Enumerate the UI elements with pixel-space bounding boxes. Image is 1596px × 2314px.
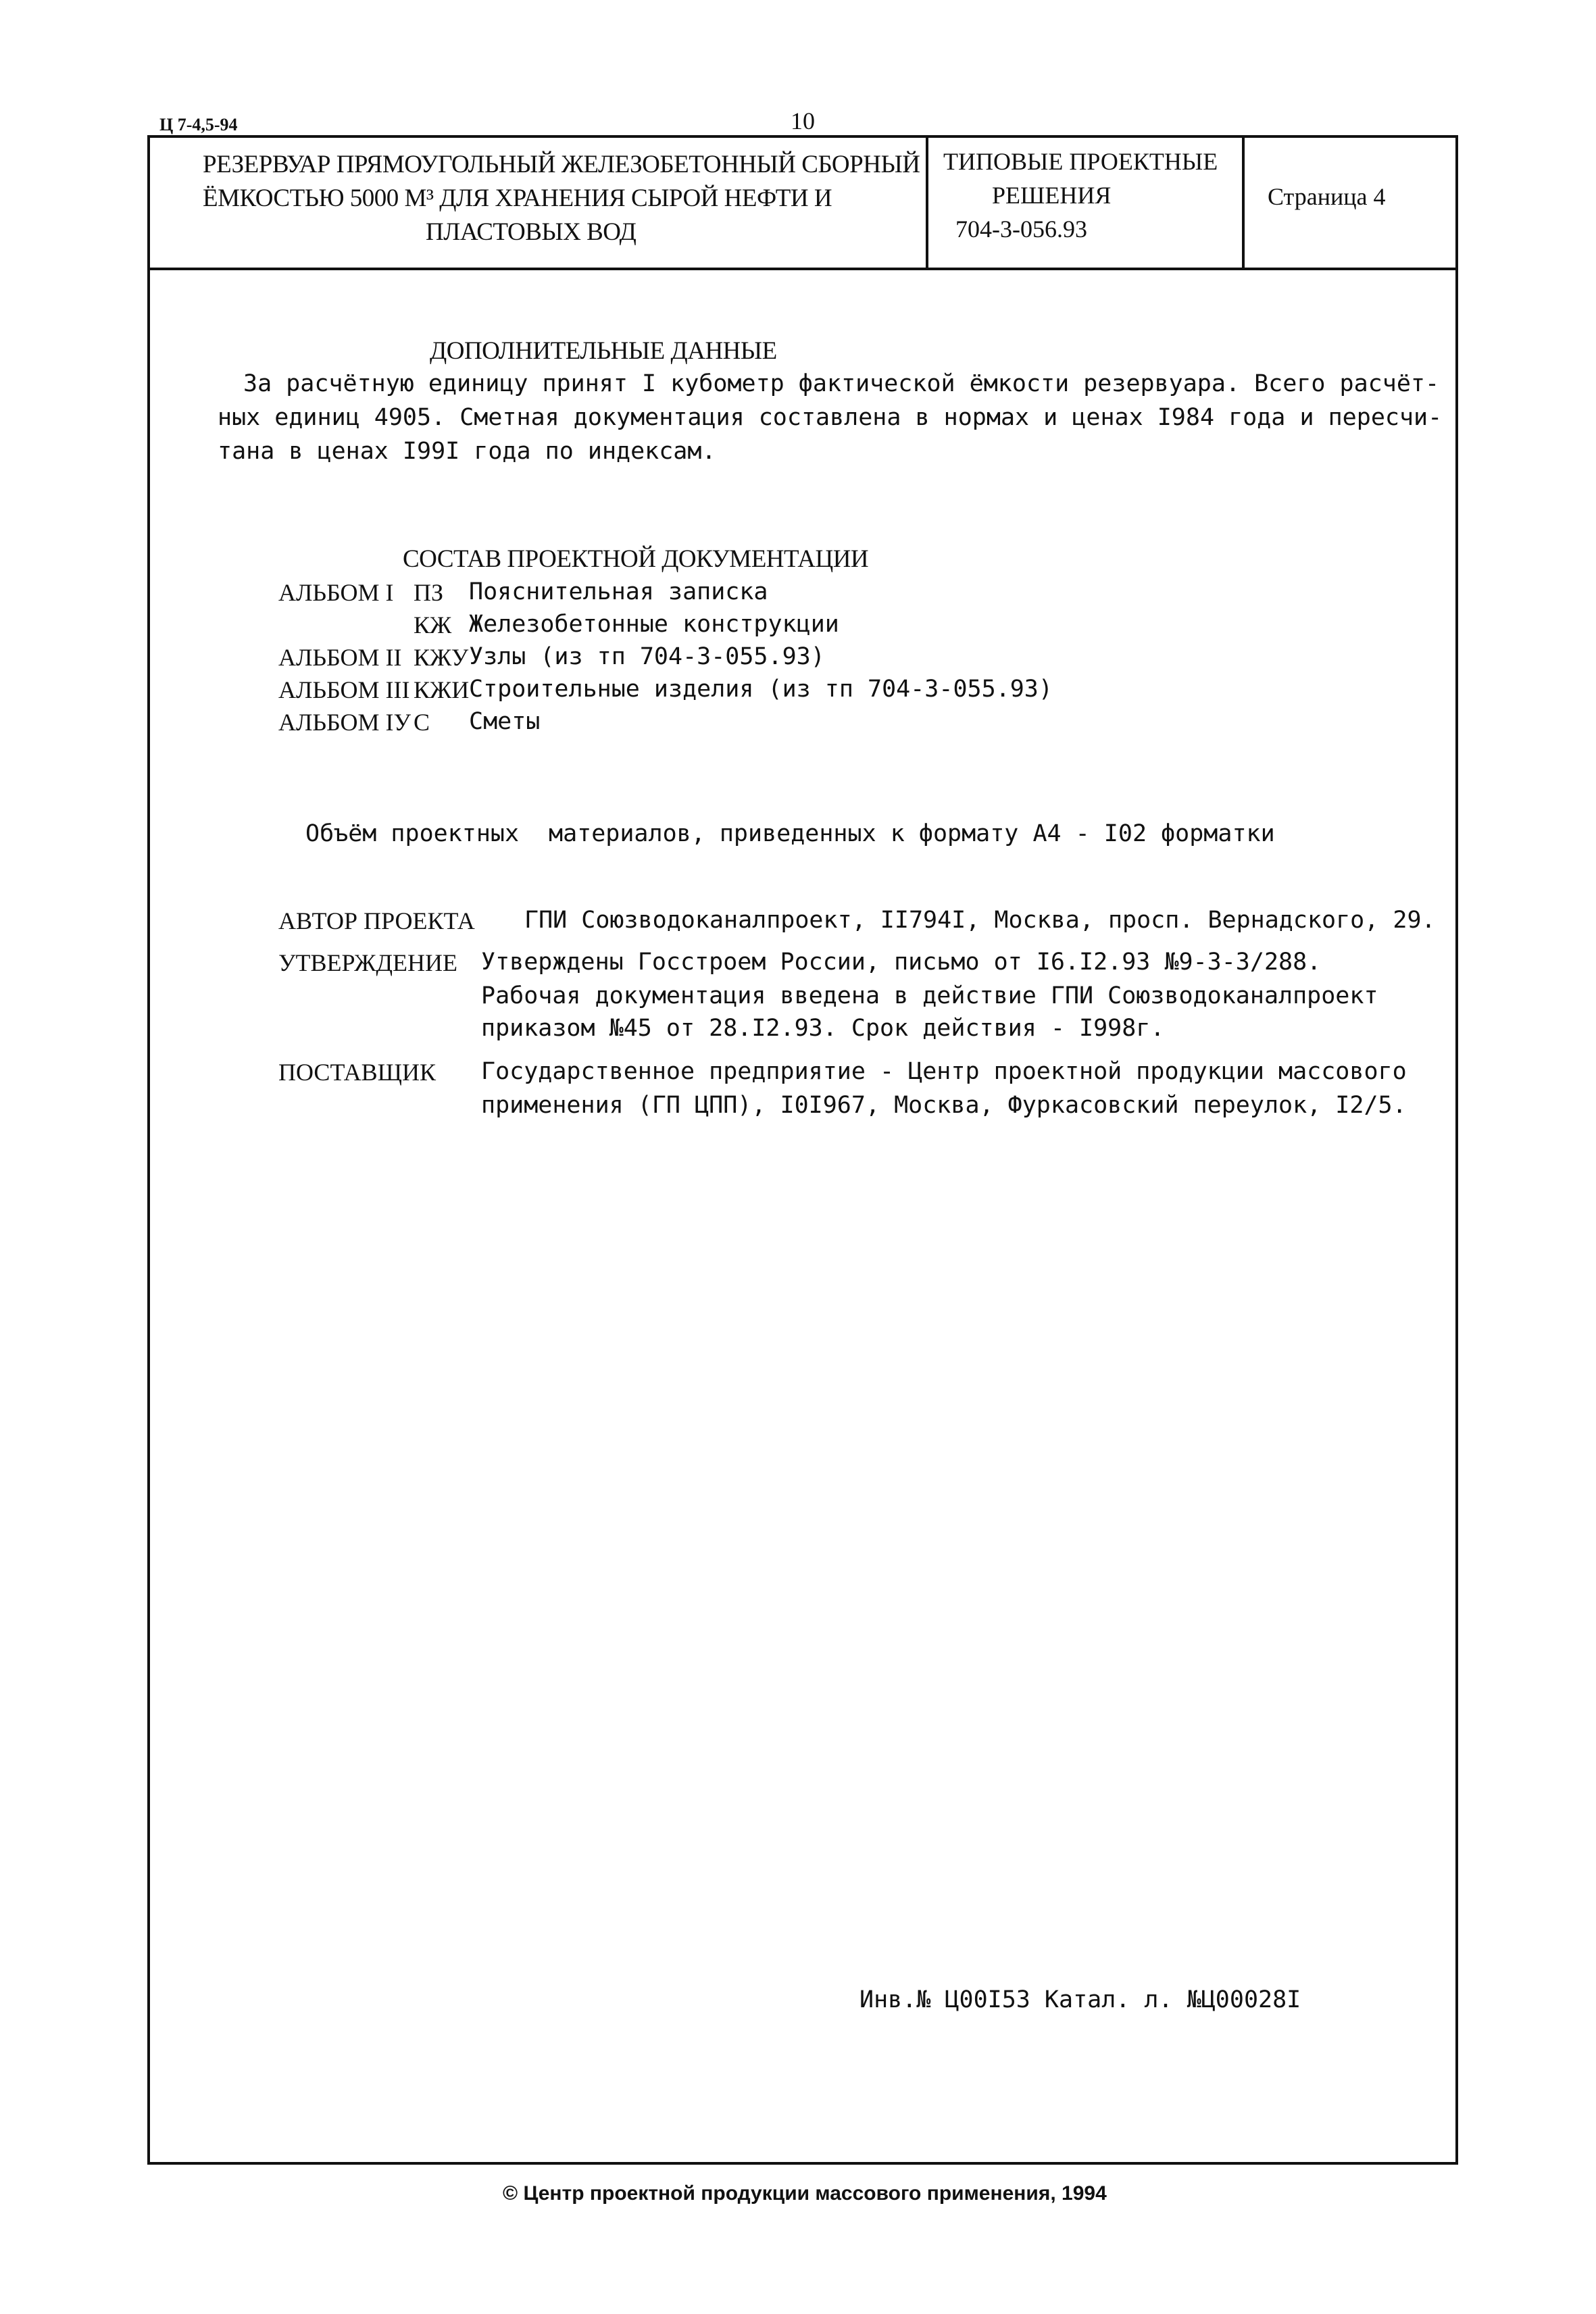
copyright-footer: © Центр проектной продукции массового применения, 1994 <box>503 2182 1107 2205</box>
series-line: ТИПОВЫЕ ПРОЕКТНЫЕ <box>943 148 1218 175</box>
series-number: 704-3-056.93 <box>955 216 1087 243</box>
supplier-label: ПОСТАВЩИК <box>278 1059 436 1086</box>
album-title: Пояснительная записка <box>469 578 768 605</box>
approval-label: УТВЕРЖДЕНИЕ <box>278 949 458 976</box>
approval-line: Рабочая документация введена в действие ГПИ Союзводоканалпроект <box>481 982 1378 1009</box>
album-label: АЛЬБОМ II <box>278 644 402 671</box>
title-line: РЕЗЕРВУАР ПРЯМОУГОЛЬНЫЙ ЖЕЛЕЗОБЕТОННЫЙ СБОРНЫЙ <box>203 151 920 178</box>
author-text: ГПИ Союзводоканалпроект, II794I, Москва, просп. Вернадского, 29. <box>524 907 1436 934</box>
volume-text: материалов, приведенных к формату А4 - I02 форматки <box>549 820 1275 847</box>
section-heading: ДОПОЛНИТЕЛЬНЫЕ ДАННЫЕ <box>430 337 777 365</box>
album-code: КЖУ <box>414 644 469 671</box>
approval-line: Утверждены Госстроем России, письмо от I6.I2.93 №9-3-3/288. <box>481 949 1322 976</box>
supplier-line: Государственное предприятие - Центр проектной продукции массового <box>481 1058 1407 1085</box>
approval-line: приказом №45 от 28.I2.93. Срок действия - I998г. <box>481 1015 1165 1042</box>
series-line: РЕШЕНИЯ <box>992 182 1112 209</box>
album-title: Железобетонные конструкции <box>469 611 839 638</box>
supplier-line: применения (ГП ЦПП), I0I967, Москва, Фуркасовский переулок, I2/5. <box>481 1092 1407 1119</box>
paragraph-line: ных единиц 4905. Сметная документация составлена в нормах и ценах I984 года и пересчи- <box>218 404 1443 431</box>
paragraph-line: тана в ценах I99I года по индексам. <box>218 438 716 465</box>
section-heading: СОСТАВ ПРОЕКТНОЙ ДОКУМЕНТАЦИИ <box>403 545 869 573</box>
header-divider <box>147 268 1458 270</box>
author-label: АВТОР ПРОЕКТА <box>278 907 475 934</box>
album-code: С <box>414 709 430 736</box>
volume-label: Объём проектных <box>305 820 520 847</box>
paragraph-line: За расчётную единицу принят I кубометр фактической ёмкости резервуара. Всего расчёт- <box>243 370 1440 397</box>
album-label: АЛЬБОМ IУ <box>278 709 411 736</box>
album-title: Строительные изделия (из тп 704-3-055.93) <box>469 676 1053 703</box>
page-number: 10 <box>791 107 815 134</box>
page-label: Страница 4 <box>1268 183 1386 210</box>
album-code: ПЗ <box>414 579 444 606</box>
album-title: Узлы (из тп 704-3-055.93) <box>469 643 825 670</box>
title-line: ПЛАСТОВЫХ ВОД <box>426 218 637 246</box>
document-code: Ц 7-4,5-94 <box>159 115 238 134</box>
album-label: АЛЬБОМ III <box>278 676 410 703</box>
header-column-divider <box>1242 135 1245 269</box>
title-line: ЁМКОСТЬЮ 5000 М³ ДЛЯ ХРАНЕНИЯ СЫРОЙ НЕФТИ И <box>203 184 832 212</box>
inventory-number: Инв.№ Ц00I53 Катал. л. №Ц00028I <box>859 1986 1301 2013</box>
album-code: КЖ <box>414 611 452 638</box>
header-column-divider <box>926 135 928 269</box>
album-label: АЛЬБОМ I <box>278 579 394 606</box>
album-code: КЖИ <box>414 676 470 703</box>
album-title: Сметы <box>469 708 541 735</box>
